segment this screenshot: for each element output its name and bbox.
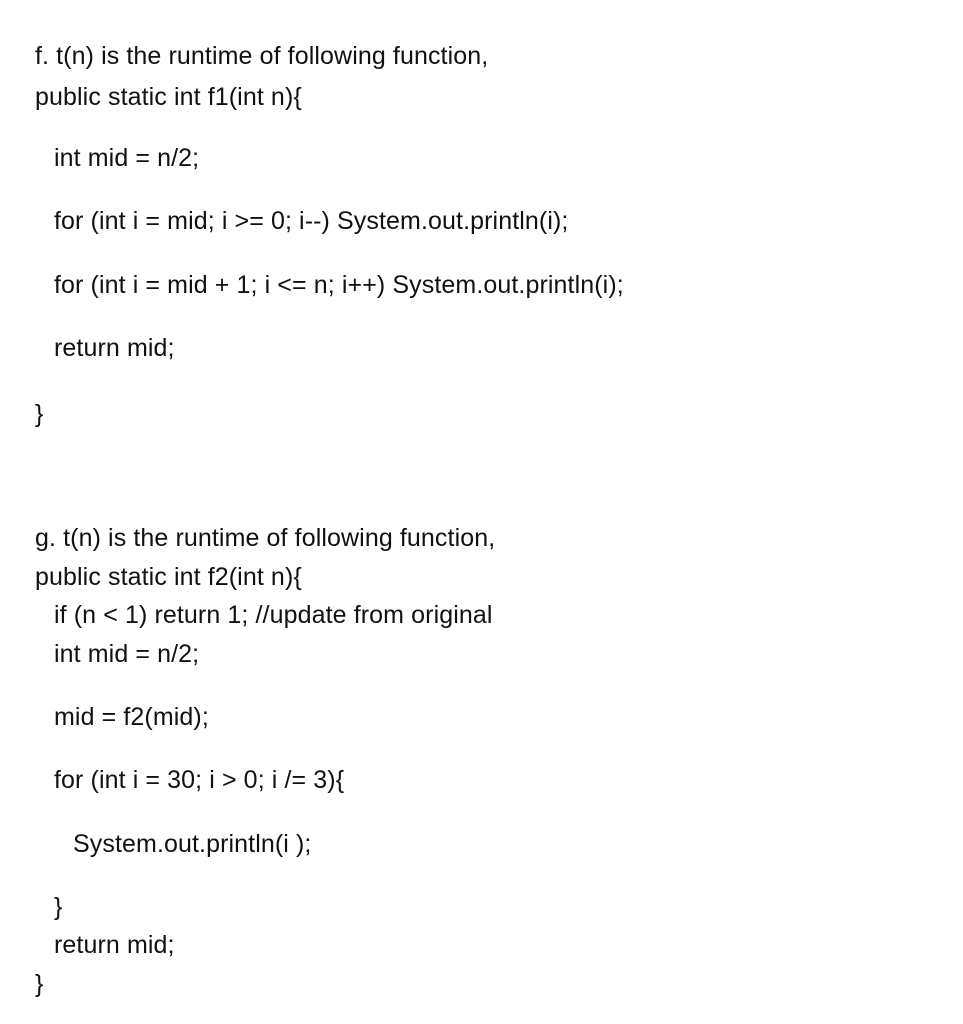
problem-g-mid-line: int mid = n/2; xyxy=(54,640,200,668)
problem-f-mid-line: int mid = n/2; xyxy=(54,144,200,172)
problem-g-close-brace: } xyxy=(35,970,44,998)
problem-f-heading: f. t(n) is the runtime of following function, xyxy=(35,42,489,70)
problem-g-signature: public static int f2(int n){ xyxy=(35,563,302,591)
problem-g-loop: for (int i = 30; i > 0; i /= 3){ xyxy=(54,766,345,794)
problem-f-return: return mid; xyxy=(54,334,175,362)
problem-f-loop-2: for (int i = mid + 1; i <= n; i++) System.out.println(i); xyxy=(54,271,624,299)
problem-f-close-brace: } xyxy=(35,400,44,428)
problem-f-loop-1: for (int i = mid; i >= 0; i--) System.out.println(i); xyxy=(54,207,569,235)
problem-g-loop-close: } xyxy=(54,893,63,921)
problem-g-recursive-call: mid = f2(mid); xyxy=(54,703,209,731)
problem-f-signature: public static int f1(int n){ xyxy=(35,83,302,111)
problem-g-return: return mid; xyxy=(54,931,175,959)
problem-g-base-case: if (n < 1) return 1; //update from original xyxy=(54,601,493,629)
problem-g-heading: g. t(n) is the runtime of following function, xyxy=(35,524,496,552)
problem-g-loop-body: System.out.println(i ); xyxy=(73,830,312,858)
